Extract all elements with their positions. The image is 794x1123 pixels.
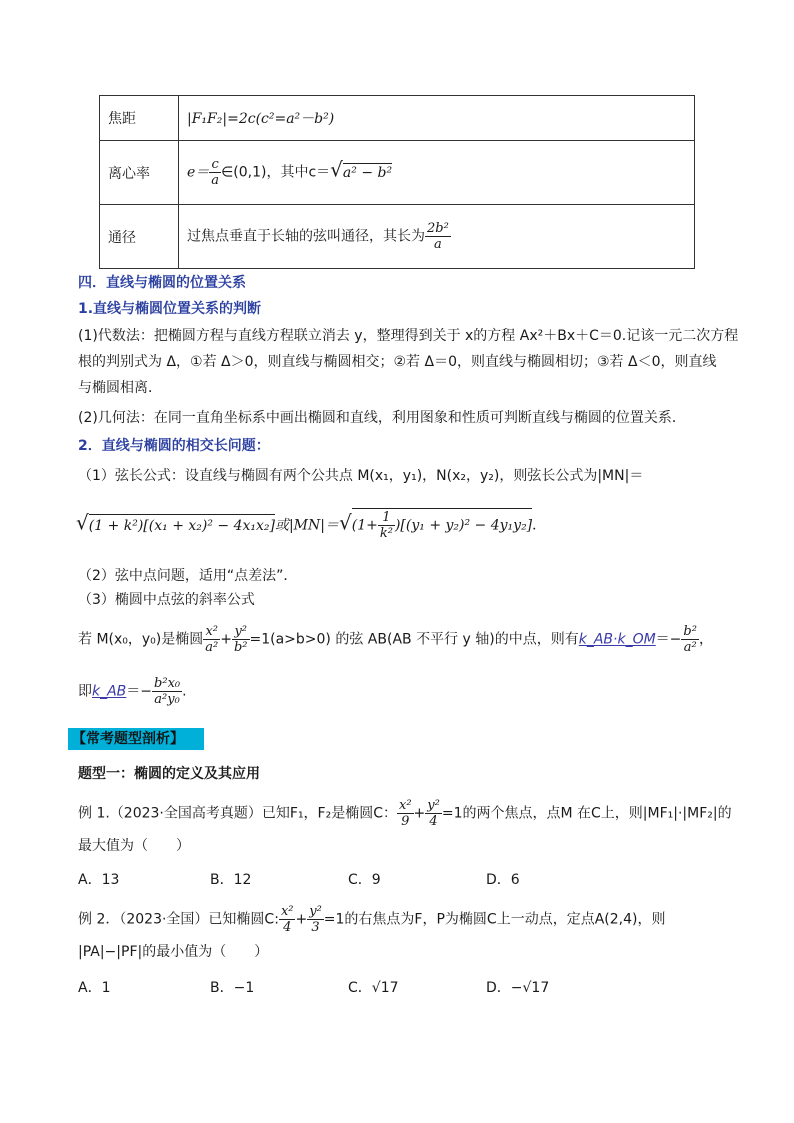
example-2-stem: 例 2．（2023·全国）已知椭圆C: $\frac{\text{x²}}{4}$ + $\frac{\text{y²}}{3}$ =1的右焦点为F，P为椭圆C上一动点，定点A(2,4)，则 <box>78 904 666 935</box>
option-c: C．√17 <box>348 980 399 996</box>
paragraph-line: 根的判别式为 Δ，①若 Δ＞0，则直线与椭圆相交；②若 Δ＝0，则直线与椭圆相切；③若 Δ＜0，则直线 <box>78 354 717 370</box>
fraction: $\frac{\text{y²}}{4}$ <box>427 798 440 829</box>
paragraph-line: （1）弦长公式：设直线与椭圆有两个公共点 M(x₁，y₁)，N(x₂，y₂)，则弦长公式为|MN|＝ <box>78 468 644 484</box>
table-row <box>100 205 695 269</box>
row-content: |F₁F₂|=2c(c²=a²－b²) <box>179 96 695 141</box>
fraction: $\frac{\text{b²x₀}}{\text{a²y₀}}$ <box>154 676 181 707</box>
paragraph-line: （2）弦中点问题，适用“点差法”． <box>78 568 298 584</box>
option-c: C．9 <box>348 872 381 888</box>
paragraph-line: (1)代数法：把椭圆方程与直线方程联立消去 y，整理得到关于 x的方程 Ax²＋Bx＋C＝0.记该一元二次方程 <box>78 328 739 344</box>
option-a: A．13 <box>78 872 120 888</box>
paragraph-line: （3）椭圆中点弦的斜率公式 <box>78 592 255 608</box>
example-2-stem-end: |PA|−|PF|的最小值为（ ） <box>78 944 269 960</box>
fraction: $\frac{\text{x²}}{9}$ <box>399 798 412 829</box>
fraction: $\frac{\text{b²}}{\text{a²}}$ <box>683 624 697 655</box>
table-row <box>100 96 695 141</box>
example-1-stem-end: 最大值为（ ） <box>78 838 190 854</box>
chord-formula-1: (1 + k²)[(x₁ + x₂)² − 4x₁x₂] <box>89 514 275 536</box>
paragraph-line: 与椭圆相离． <box>78 380 162 396</box>
option-a: A．1 <box>78 980 111 996</box>
fraction: $\frac{\text{y²}}{3}$ <box>309 904 322 935</box>
row-content: 过焦点垂直于长轴的弦叫通径，其长为 $\frac{\text{2b²}}{a}$ <box>179 205 695 269</box>
fraction: $\frac{c}{a}$ <box>211 157 220 188</box>
fraction: $\frac{\text{2b²}}{a}$ <box>427 221 449 252</box>
question-type-heading: 题型一：椭圆的定义及其应用 <box>78 766 260 782</box>
subsection-heading: 1.直线与椭圆位置关系的判断 <box>78 301 262 317</box>
chord-formula-2: (1+ $\frac{1}{\text{k²}}$ )[(y₁ + y₂)² − 4y₁y₂] <box>351 510 533 541</box>
section-heading: 四．直线与椭圆的位置关系 <box>78 275 246 291</box>
slope-formula-line: 若 M(x₀，y₀)是椭圆 $\frac{\text{x²}}{\text{a²}}$ + $\frac{\text{y²}}{\text{b²}}$ =1(a>b>0) 的弦 AB(AB 不平行 y 轴)的中点，则有k_AB·k_OM＝− $\frac{\text{b²}}{\text{a²}}$ ， <box>78 624 713 655</box>
option-b: B．12 <box>210 872 252 888</box>
row-content: e＝ $\frac{c}{a}$ ∈(0,1)，其中c＝√a² − b² <box>179 141 695 205</box>
option-b: B．−1 <box>210 980 255 996</box>
fraction: $\frac{\text{x²}}{\text{a²}}$ <box>205 624 219 655</box>
option-d: D．−√17 <box>486 980 550 996</box>
sqrt-expression: a² − b² <box>342 164 393 181</box>
row-label: 离心率 <box>100 141 179 205</box>
fraction: $\frac{\text{y²}}{\text{b²}}$ <box>233 624 248 655</box>
ellipse-property-table <box>99 95 695 269</box>
paragraph-line: (2)几何法：在同一直角坐标系中画出椭圆和直线，利用图象和性质可判断直线与椭圆的位置关系． <box>78 410 686 426</box>
row-label: 通径 <box>100 205 179 269</box>
subsection-heading: 2．直线与椭圆的相交长问题： <box>78 438 270 454</box>
section-banner: 【常考题型剖析】 <box>68 728 204 750</box>
fraction: $\frac{\text{x²}}{4}$ <box>280 904 294 935</box>
slope-formula-line-2: 即k_AB＝− $\frac{\text{b²x₀}}{\text{a²y₀}}$ . <box>78 676 187 707</box>
example-1-stem: 例 1.（2023·全国高考真题）已知F₁，F₂是椭圆C： $\frac{\text{x²}}{9}$ + $\frac{\text{y²}}{4}$ =1的两个焦点，点M 在C上，则|MF₁|·|MF₂|的 <box>78 798 732 829</box>
chord-formula-line: √(1 + k²)[(x₁ + x₂)² − 4x₁x₂]或|MN|＝√(1+ $\frac{1}{\text{k²}}$ )[(y₁ + y₂)² − 4y₁y₂]． <box>76 510 547 541</box>
option-d: D．6 <box>486 872 520 888</box>
row-label: 焦距 <box>100 96 179 141</box>
table-row <box>100 141 695 205</box>
